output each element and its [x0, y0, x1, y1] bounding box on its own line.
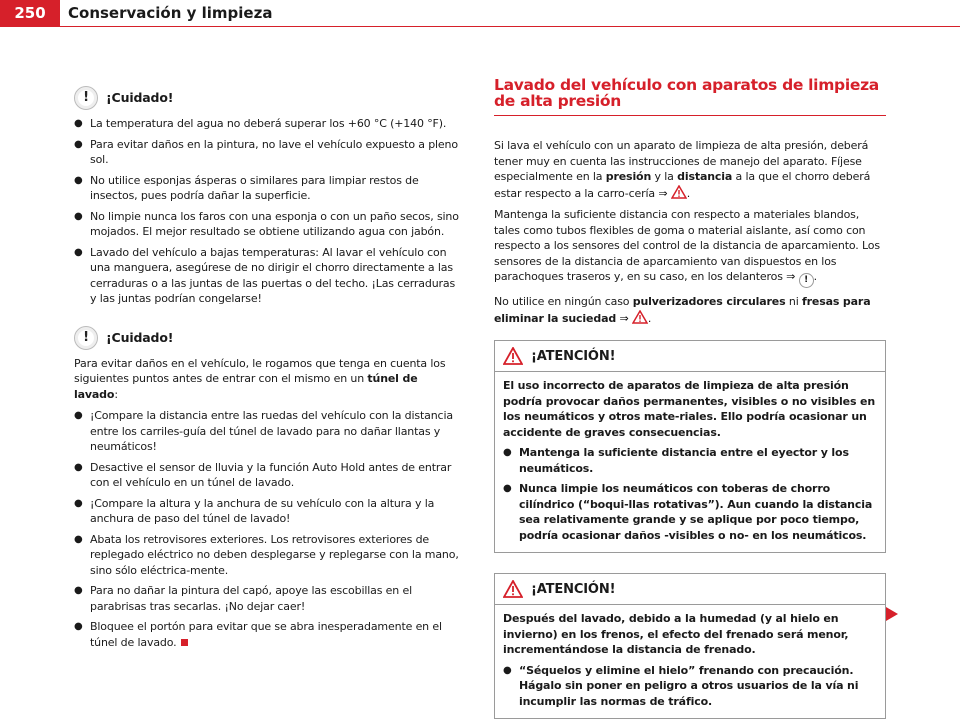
- list-item: ● La temperatura del agua no deberá superar los +60 °C (+140 °F).: [74, 116, 464, 132]
- p3-text: No utilice en ningún caso: [494, 295, 630, 309]
- intro-text: Para evitar daños en el vehículo, le rogamos que tenga en cuenta los siguientes puntos antes de entrar con el mismo en un: [74, 356, 446, 385]
- p2-text: Mantenga la suficiente distancia con respecto a materiales blandos, tales como tubos flexibles de goma o material aislante, así como con respecto a los sensores del control de la distancia de aparcamiento. Los sensores de la distancia de aparcamiento van dispuestos en los parachoques traseros y, en su caso, en los delanteros ⇒: [494, 208, 880, 283]
- p1-text: a la que el chorro deberá estar respecto a la carro-cería ⇒: [494, 170, 871, 200]
- caution-intro: [74, 356, 464, 403]
- warning-triangle-icon[interactable]: [671, 185, 687, 199]
- p1-text: y la: [654, 170, 674, 183]
- p3-bold: fresas para eliminar la suciedad: [494, 295, 871, 325]
- list-item: ● No utilice esponjas ásperas o similares para limpiar restos de insectos, pues podría dañar la superficie.: [74, 173, 464, 204]
- warning-body: [495, 372, 885, 552]
- warning-text: Después del lavado, debido a la humedad (y al hielo en invierno) en los frenos, el efecto del frenado será menor, incrementándose la distancia de frenado.: [503, 612, 849, 657]
- list-item: ● “Séquelos y elimine el hielo” frenando con precaución. Hágalo sin poner en peligro a otros usuarios de la vía ni incumplir las normas de tráfico.: [503, 663, 877, 710]
- list-item: ● Nunca limpie los neumáticos con toberas de chorro cilíndrico (“boqui-llas rotativas”). Aun cuando la distancia sea relativamente grande y se aplique por poco tiempo, podría ocasionar daños -visibles o no- en los neumáticos.: [503, 481, 877, 543]
- warning-triangle-icon[interactable]: [632, 310, 648, 324]
- list-item: ● No limpie nunca los faros con una esponja o con un paño secos, sino mojados. El mejor resultado se obtiene utilizando agua con jabón.: [74, 209, 464, 240]
- chapter-title: Conservación y limpieza: [68, 4, 273, 22]
- intro-end: :: [114, 387, 118, 401]
- caution-title: ¡Cuidado!: [106, 329, 174, 345]
- caution-title: ¡Cuidado!: [106, 90, 174, 106]
- warning-text: El uso incorrecto de aparatos de limpieza de alta presión podría provocar daños permanentes, visibles o no visibles en los neumáticos y otros mate-riales. Ello podría ocasionar un accidente de graves consecuencias.: [503, 379, 876, 439]
- warning-box-1: [494, 340, 886, 553]
- end-marker: [181, 639, 188, 646]
- right-column: [494, 78, 886, 719]
- list-item: ● Mantenga la suficiente distancia entre el eyector y los neumáticos.: [503, 445, 877, 476]
- header-rule: [60, 26, 960, 27]
- paragraph-2: Mantenga la suficiente distancia con respecto a materiales blandos, tales como tubos flexibles de goma o material aislante, así como con respecto a los sensores del control de la distancia de aparcamiento. Los sensores de la distancia de aparcamiento van dispuestos en los parachoques traseros y, en su caso, en los delanteros ⇒ ! .: [494, 207, 886, 288]
- caution-circle-icon[interactable]: !: [799, 273, 814, 288]
- warning-triangle-icon: [503, 347, 523, 365]
- warning-heading: [495, 341, 885, 372]
- intro-bold: túnel de lavado: [74, 372, 418, 401]
- caution-circle-icon: !: [74, 86, 98, 110]
- left-column: [74, 86, 464, 655]
- paragraph-1: Si lava el vehículo con un aparato de limpieza de alta presión, deberá tener muy en cuenta las instrucciones de manejo del aparato. Fíjese especialmente en la presión y la distancia a la que el chorro deberá estar respecto a la carro-cería ⇒ .: [494, 139, 871, 200]
- list-item: ● Para no dañar la pintura del capó, apoye las escobillas en el parabrisas tras secarlas. ¡No dejar caer!: [74, 583, 464, 614]
- warning-body: [495, 605, 885, 718]
- page-number: 250: [0, 0, 60, 27]
- list-item: ● Para evitar daños en la pintura, no lave el vehículo expuesto a pleno sol.: [74, 137, 464, 168]
- warning-triangle-icon: [503, 580, 523, 598]
- p1-bold-pressure: presión: [605, 170, 652, 183]
- list-item: ● Abata los retrovisores exteriores. Los retrovisores exteriores de replegado eléctrico no deben desplegarse y replegarse con la mano, sino sólo eléctrica-mente.: [74, 532, 464, 579]
- warning-title: ¡ATENCIÓN!: [531, 581, 616, 597]
- warning-title: ¡ATENCIÓN!: [531, 348, 616, 364]
- page-header: [0, 0, 960, 28]
- section-title: Lavado del vehículo con aparatos de limpieza de alta presión: [494, 78, 886, 116]
- paragraph-3: No utilice en ningún caso pulverizadores circulares ni fresas para eliminar la suciedad ⇒ .: [494, 295, 871, 325]
- warning-heading: [495, 574, 885, 605]
- list-item-last: [74, 619, 464, 650]
- list-item: ● Desactive el sensor de lluvia y la función Auto Hold antes de entrar con el vehículo en un túnel de lavado.: [74, 460, 464, 491]
- list-item-text: Bloquee el portón para evitar que se abra inesperadamente en el túnel de lavado.: [90, 620, 442, 649]
- next-page-arrow-icon[interactable]: [885, 606, 899, 622]
- list-item: ● ¡Compare la distancia entre las ruedas del vehículo con la distancia entre los carriles-guía del túnel de lavado para no dañar llantas y neumáticos!: [74, 408, 464, 455]
- warning-box-2: [494, 573, 886, 719]
- p3-text: ⇒: [619, 311, 629, 325]
- p1-text: Si lava el vehículo con un aparato de limpieza de alta presión, deberá tener muy en cuenta las instrucciones de manejo del aparato. Fíjese especialmente en la: [494, 139, 869, 183]
- caution-circle-icon: !: [74, 326, 98, 350]
- caution-heading-1: [74, 86, 464, 110]
- caution-heading-2: [74, 326, 464, 350]
- list-item: ● Lavado del vehículo a bajas temperaturas: Al lavar el vehículo con una manguera, asegúrese de no dirigir el chorro directamente a las cerraduras o a las juntas de las puertas o del techo. ¡Las cerraduras y las juntas podrían congelarse!: [74, 245, 464, 307]
- p3-text: ni: [788, 295, 799, 309]
- p3-bold: pulverizadores circulares: [632, 295, 786, 309]
- p1-bold-distance: distancia: [677, 170, 733, 183]
- list-item: ● ¡Compare la altura y la anchura de su vehículo con la altura y la anchura de paso del túnel de lavado!: [74, 496, 464, 527]
